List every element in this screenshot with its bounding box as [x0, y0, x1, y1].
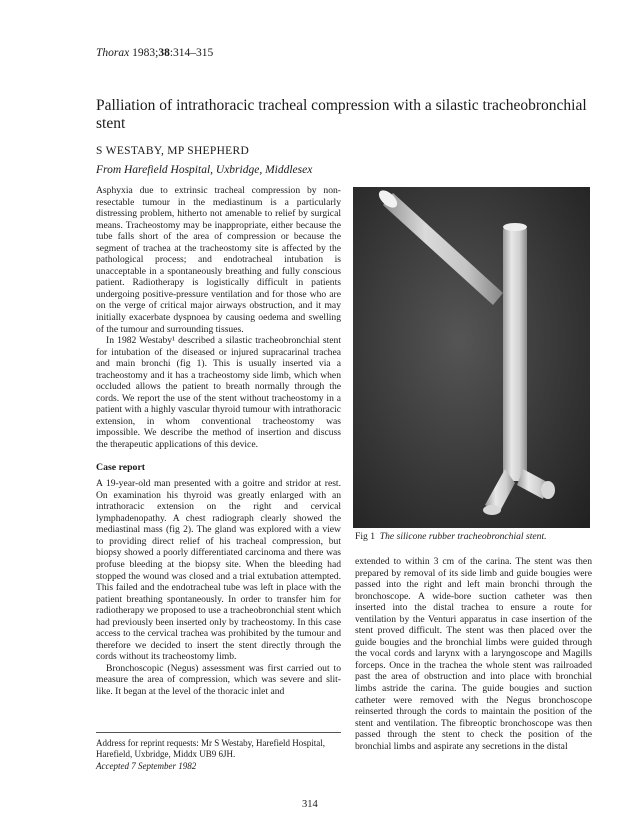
figure-caption — [355, 531, 595, 542]
article-authors: S WESTABY, MP SHEPHERD — [96, 145, 250, 157]
left-column — [96, 185, 341, 698]
right-column — [355, 556, 592, 752]
stent-illustration — [353, 187, 590, 528]
body-paragraph: A 19-year-old man presented with a goitre and stridor at rest. On examination his thyroid was greatly enlarged with an intrathoracic extension on the right and cervical lymphadenopathy. A chest radiograph clearly showed the mediastinal mass (fig 2). The gland was explored with a view to providing direct relief of his tracheal compression, but biopsy showed a poorly differentiated carcinoma and there was profuse bleeding at the biopsy site. When the bleeding had stopped the wound was closed and a trial extubation attempted. This failed and the endotracheal tube was left in place with the patient breathing spontaneously. In order to transfer him for radiotherapy we proposed to use a tracheobronchial stent which had previously been inserted only by tracheostomy. In this case access to the cervical trachea was prohibited by the tumour and therefore we decided to insert the stent directly through the cords without its tracheostomy limb. — [96, 478, 341, 663]
tracheal-tube — [503, 223, 527, 481]
journal-name: Thorax — [96, 47, 130, 59]
reprint-address: Address for reprint requests: Mr S Westaby, Harefield Hospital, Harefield, Uxbridge, Middx UB9 6JH. — [96, 738, 325, 759]
body-paragraph: Asphyxia due to extrinsic tracheal compression by non-resectable tumour in the mediastinum is a particularly distressing problem, hitherto not amenable to relief by surgical means. Tracheostomy may be inappropriate, either because the tube falls short of the area of compression or because the segment of trachea at the tracheostomy site is affected by the pathological process; and endotracheal intubation is unacceptable in a spontaneously breathing and fully conscious patient. Radiotherapy is logistically difficult in patients undergoing positive-pressure ventilation and for those who are on the verge of critical major airways obstruction, and it may initially exacerbate dyspnoea by causing oedema and swelling of the tumour and surrounding tissues. — [96, 185, 341, 335]
figure-label: Fig 1 — [355, 531, 375, 542]
body-paragraph: Bronchoscopic (Negus) assessment was first carried out to measure the area of compression, which was severe and slit-like. It began at the level of the thoracic inlet and — [96, 662, 341, 697]
body-paragraph: In 1982 Westaby¹ described a silastic tracheobronchial stent for intubation of the diseased or injured supracarinal trachea and main bronchi (fig 1). This is usually inserted via a tracheostomy and it has a tracheostomy side limb, which when occluded allows the patient to breath normally through the cords. We report the use of the stent without tracheostomy in a patient with a highly vascular thyroid tumour with intrathoracic extension, in whom conventional tracheostomy was impossible. We describe the method of insertion and discuss the therapeutic applications of this device. — [96, 335, 341, 451]
article-affiliation: From Harefield Hospital, Uxbridge, Middlesex — [96, 164, 313, 176]
citation-year: 1983; — [132, 47, 159, 59]
journal-citation — [96, 47, 213, 59]
article-title: Palliation of intrathoracic tracheal compression with a silastic tracheobronchial stent — [96, 97, 587, 132]
page-range: :314–315 — [169, 47, 214, 59]
figure-caption-text: The silicone rubber tracheobronchial stent. — [379, 531, 547, 542]
footnote-divider — [96, 732, 341, 733]
volume-number: 38 — [158, 47, 170, 59]
body-paragraph: extended to within 3 cm of the carina. The stent was then prepared by removal of its side limb and guide bougies were passed into the right and left main bronchi through the bronchoscope. A wide-bore suction catheter was then inserted into the distal trachea to ensure a route for ventilation by the Venturi apparatus in case insertion of the stent proved difficult. The stent was then placed over the guide bougies and the bronchial limbs were guided through the vocal cords and larynx with a laryngoscope and Magills forceps. Once in the trachea the whole stent was railroaded past the area of obstruction and into place with bronchial limbs astride the carina. The guide bougies and suction catheter were removed with the Negus bronchoscope reinserted through the cords to maintain the position of the stent and ventilation. The fibreoptic bronchoscope was then passed through the stent to check the position of the bronchial limbs and aspirate any secretions in the distal — [355, 556, 592, 752]
reprint-footnote — [96, 732, 341, 772]
page-number: 314 — [302, 799, 318, 810]
accepted-date: Accepted 7 September 1982 — [96, 761, 197, 771]
stent-photo — [353, 187, 590, 528]
section-heading: Case report — [96, 461, 146, 473]
